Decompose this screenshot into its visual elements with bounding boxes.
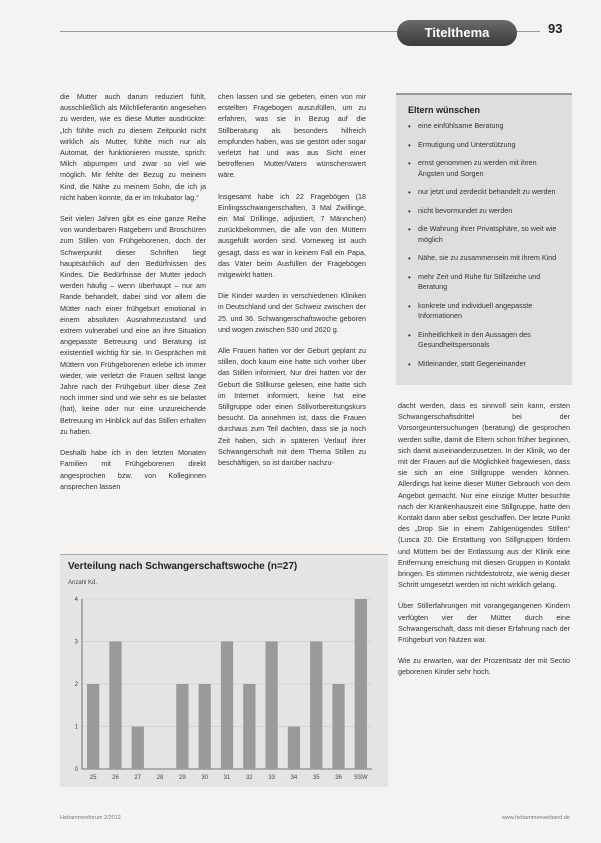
paragraph: Die Kinder wurden in verschiedenen Kliniken in Deutschland und der Schweiz zwischen der 25. und 36. Schwangerschaftswoche geboren und wogen zwischen 530 und 2620 g. — [218, 291, 366, 334]
bullet-icon: • — [408, 188, 411, 197]
list-item — [408, 206, 564, 217]
bullet-icon: • — [408, 159, 411, 168]
list-item-text: ernst genommen zu werden mit ihren Ängsten und Sorgen — [418, 158, 537, 178]
footer-left: Hebammenforum 2/2012 — [60, 815, 121, 821]
y-tick-label: 2 — [74, 682, 78, 688]
x-tick-label: 34 — [290, 775, 298, 781]
x-tick-label: 33 — [268, 775, 275, 781]
list-item — [408, 330, 564, 351]
bar — [265, 642, 277, 770]
text-column-3 — [398, 400, 570, 688]
chart-title: Verteilung nach Schwangerschaftswoche (n=27) — [68, 561, 298, 572]
list-item-text: die Wahrung ihrer Privatsphäre, so weit wie möglich — [418, 224, 557, 244]
list-item-text: nur jetzt und zerdeckt behandelt zu werden — [418, 187, 556, 196]
chart-y-axis-label: Anzahl Kd. — [68, 580, 98, 586]
paragraph: Deshalb habe ich in den letzten Monaten Familien mit Frühgeborenen direkt angesprochen bzw. von Kolleginnen ansprechen lassen — [60, 448, 206, 491]
x-tick-label: SSW — [354, 775, 368, 781]
bullet-icon: • — [408, 254, 411, 263]
paragraph: Über Stillerfahrungen mit vorangegangenen Kindern verfügten vier der Mütter durch eine Schwangerschaft, dass mit dieser Erfahrung nach der Frühgeburt von Nutzen war. — [398, 601, 570, 645]
x-tick-label: 30 — [201, 775, 209, 781]
list-item-text: Ermutigung und Unterstützung — [418, 139, 516, 149]
y-tick-label: 1 — [74, 724, 78, 731]
bar-chart — [60, 555, 388, 787]
info-box-title: Eltern wünschen — [408, 105, 481, 115]
x-tick-label: 35 — [312, 775, 320, 781]
list-item — [408, 272, 564, 293]
paragraph: Seit vielen Jahren gibt es eine ganze Reihe von wunderbaren Ratgebern und Broschüren zum Stillen von Frühgeborenen, doch der Schwerpunkt dieser Schriften liegt hauptsächlich auf den Bedürfnissen des Kindes. Die Bedürfnisse der Mutter jedoch werden häufig – wenn überhaupt – nur am Rande behandelt, dabei sind vor allem die Mütter nach einer frühgeburt emotional in einem absoluten Ausnahmezustand und extrem vulnerabel und eine an ihre Situation angepasste Betreuung und Beratung ist existentiell wichtig für sie. In Gesprächen mit Müttern von Frühgeborenen erlebe ich immer wieder, wie verletzt die Frauen selbst lange Jahre nach der Frühgeburt über diese Zeit noch immer sind und wie sehr es sie belastet (hat), keine oder nur eine unzureichende Betreuung im Hinblick auf das Stillen erhalten zu haben. — [60, 214, 206, 436]
bullet-icon: • — [408, 140, 411, 150]
bullet-icon: • — [408, 359, 411, 369]
bar — [310, 642, 322, 770]
paragraph: die Mutter auch darum reduziert fühlt, ausschließlich als Milchlieferantin angesehen zu werden, wie es diese Mutter ausdrückte: „Ich fühlte mich zu diesem Zeitpunkt nicht wirklich als Mutter, fühlte mich nur als Automat, der funktionieren musste, sprich: Milch abpumpen und zwar so viel wie möglich. Mir fehlte der Bezug zu meinem Kind, die Nähe zu meinem Sohn, die ich ja nicht haben konnte, da er im Inkubator lag.“ — [60, 92, 206, 202]
list-item-text: Einheitlichkeit in den Aussagen des Gesundheitspersonals — [418, 329, 531, 349]
bar — [87, 684, 99, 769]
section-badge: Titelthema — [397, 20, 517, 46]
list-item — [408, 121, 564, 132]
paragraph: chen lassen und sie gebeten, einen von mir erstellten Fragebogen auszufüllen, um zu erfahren, was sie in Bezug auf die Stillberatung als besonders hilfreich empfunden haben, was sie gestört oder sogar verletzt hat und was aus Sicht einer betroffenen Mutter/Vaters wünschenswert wäre. — [218, 92, 366, 180]
bullet-icon: • — [408, 272, 411, 282]
list-item — [408, 140, 564, 151]
list-item — [408, 301, 564, 322]
text-column-1 — [60, 91, 206, 502]
x-tick-label: 31 — [223, 775, 231, 781]
x-tick-label: 25 — [89, 775, 97, 781]
bar — [132, 727, 144, 770]
text-column-2 — [218, 91, 366, 478]
y-tick-label: 0 — [74, 767, 78, 773]
page-number: 93 — [548, 21, 563, 36]
footer-right: www.hebammenverband.de — [501, 815, 570, 821]
info-box-list — [396, 121, 572, 369]
list-item-text: Nähe, sie zu zusammensein mit ihrem Kind — [418, 253, 557, 262]
list-item — [408, 224, 564, 245]
bar — [109, 642, 121, 770]
bullet-icon: • — [408, 301, 411, 311]
bullet-icon: • — [408, 330, 411, 340]
paragraph: Insgesamt habe ich 22 Fragebögen (18 Einlingsschwangerschaften, 3 Mal Zwillinge, ein Mal Drillinge, adjustiert, 7 Männchen) zurückbekommen, die alle von den Müttern ausgefüllt worden sind. Vorneweg ist auch gesagt, dass es war in keinem Fall ein Papa, das Väter beim Ausfüllen der Fragebögen mitgewirkt hatten. — [218, 191, 366, 280]
y-tick-label: 3 — [74, 639, 78, 646]
list-item — [408, 359, 564, 370]
bar — [288, 727, 300, 770]
x-tick-label: 36 — [335, 775, 342, 781]
list-item — [408, 187, 564, 198]
list-item — [408, 158, 564, 179]
bar — [221, 642, 233, 770]
y-tick-label: 4 — [74, 597, 78, 603]
info-box — [396, 93, 572, 385]
list-item-text: konkrete und individuell angepasste Informationen — [418, 300, 533, 320]
list-item — [408, 253, 564, 264]
bullet-icon: • — [408, 122, 411, 131]
bar — [243, 684, 255, 769]
list-item-text: nicht bevormundet zu werden — [418, 205, 513, 215]
list-item-text: mehr Zeit und Ruhe für Stillzeiche und Beratung — [418, 271, 541, 291]
bullet-icon: • — [408, 206, 411, 216]
list-item-text: eine einfühlsame Beratung — [418, 121, 504, 130]
chart-panel — [60, 554, 388, 787]
bar — [199, 684, 211, 769]
list-item-text: Mitleinander, statt Gegeneinander — [418, 358, 526, 368]
paragraph: dacht werden, dass es sinnvoll sein kann, ersten Schwangerschaftsdrittel bei der Vorsorgeuntersuchungen (beratung) die gesprochen werden sollte, damit die Eltern schon früher beginnen, sich damit auseinanderzusetzen. In der Klinik, wo der mit der Frauen auf die Möglichkeit fragewiesen, dass sie sich an eine Stillgruppe wenden können. Allerdings hat keine dieser Mütter Gebrauch von dem Angebot gemacht. Nur eine einzige Mutter besuchte nach der Krankenhauszeit eine Stillgruppe, hatte den Kontakt dann aber selbst geschaffen. Der letzte Punkt des „Drop Sie in einem Zahlgenügendes Stillen“ (Lusca 20. Die Erstattung von Stillgruppen fördern und Müttern bei der Entlassung aus der Klinik eine Entfernung erreichung mit diesen Gruppen in Kontakt bringen. Es stimmen nichtdestotrotz, wie wenig dieser Schritt umgesetzt werden ist nicht wirklich gelang. — [398, 401, 570, 590]
paragraph: Wie zu erwarten, war der Prozentsatz der mit Sectio geborenen Kinder sehr hoch. — [398, 656, 570, 677]
bar — [332, 684, 344, 769]
x-tick-label: 29 — [179, 775, 186, 781]
x-tick-label: 32 — [245, 775, 253, 781]
bar — [355, 599, 367, 769]
bullet-icon: • — [408, 225, 411, 234]
bar — [176, 684, 188, 769]
x-tick-label: 28 — [156, 775, 164, 781]
x-tick-label: 26 — [112, 775, 119, 781]
paragraph: Alle Frauen hatten vor der Geburt geplant zu stillen, doch kaum eine hatte sich vorher über das Stillen informiert. Nur drei hatten vor der Geburt die Stillkurse gelesen, eine hatte sich im Internet informiert, keine hat eine Stillgruppe oder einen Stillvorbereitungskurs besucht. Da annehmen ist, dass die Frauen durchaus zum Teil dachten, dass sie ja noch Zeit haben, sich in späteren Verlauf ihrer Schwangerschaft mit dem Thema Stillen zu beschäftigen, so ist darüber nachzu- — [218, 346, 366, 468]
x-tick-label: 27 — [134, 775, 142, 781]
